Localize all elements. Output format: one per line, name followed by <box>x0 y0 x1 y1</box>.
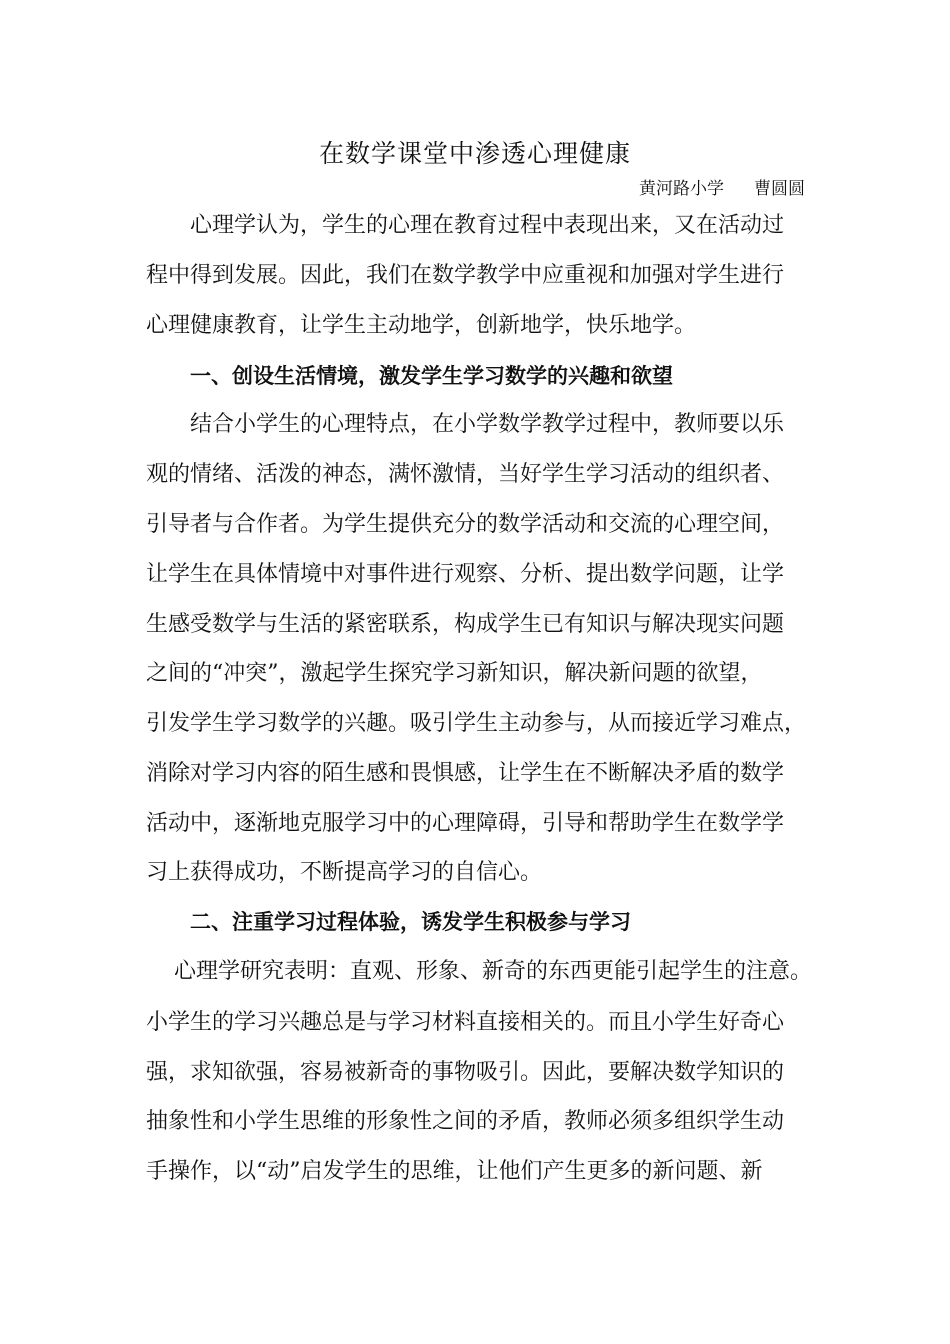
paragraph-line: 心理健康教育，让学生主动地学，创新地学，快乐地学。 <box>146 313 697 338</box>
paragraph-line: 消除对学习内容的陌生感和畏惧感，让学生在不断解决矛盾的数学 <box>146 761 785 786</box>
paragraph-line: 观的情绪、活泼的神态，满怀激情，当好学生学习活动的组织者、 <box>146 462 785 487</box>
paragraph-line: 小学生的学习兴趣总是与学习材料直接相关的。而且小学生好奇心 <box>146 1010 785 1035</box>
section-heading: 一、创设生活情境，激发学生学习数学的兴趣和欲望 <box>190 364 673 388</box>
paragraph-line: 生感受数学与生活的紧密联系，构成学生已有知识与解决现实问题 <box>146 612 785 637</box>
paragraph-line: 引导者与合作者。为学生提供充分的数学活动和交流的心理空间， <box>146 512 785 537</box>
paragraph-line: 程中得到发展。因此，我们在数学教学中应重视和加强对学生进行 <box>146 263 785 288</box>
author-name: 曹圆圆 <box>754 179 805 199</box>
section-heading: 二、注重学习过程体验，诱发学生积极参与学习 <box>190 910 631 934</box>
paragraph-line: 之间的“冲突”，激起学生探究学习新知识，解决新问题的欲望， <box>146 661 763 686</box>
paragraph-line: 引发学生学习数学的兴趣。吸引学生主动参与，从而接近学习难点， <box>146 711 807 736</box>
paragraph-line: 让学生在具体情境中对事件进行观察、分析、提出数学问题，让学 <box>146 562 785 587</box>
paragraph-line: 抽象性和小学生思维的形象性之间的矛盾，教师必须多组织学生动 <box>146 1109 785 1134</box>
paragraph-line: 手操作，以“动”启发学生的思维，让他们产生更多的新问题、新 <box>146 1159 763 1184</box>
school-name: 黄河路小学 <box>639 179 724 199</box>
paragraph-line: 心理学认为，学生的心理在教育过程中表现出来，又在活动过 <box>190 213 785 238</box>
paragraph-line: 心理学研究表明：直观、形象、新奇的东西更能引起学生的注意。 <box>174 959 813 984</box>
paragraph-line: 活动中，逐渐地克服学习中的心理障碍，引导和帮助学生在数学学 <box>146 811 785 836</box>
paragraph-line: 结合小学生的心理特点，在小学数学教学过程中，教师要以乐 <box>190 412 785 437</box>
document-title: 在数学课堂中渗透心理健康 <box>318 139 631 168</box>
author-line <box>639 177 805 201</box>
paragraph-line: 习上获得成功，不断提高学习的自信心。 <box>146 860 543 885</box>
paragraph-line: 强，求知欲强，容易被新奇的事物吸引。因此，要解决数学知识的 <box>146 1060 785 1085</box>
